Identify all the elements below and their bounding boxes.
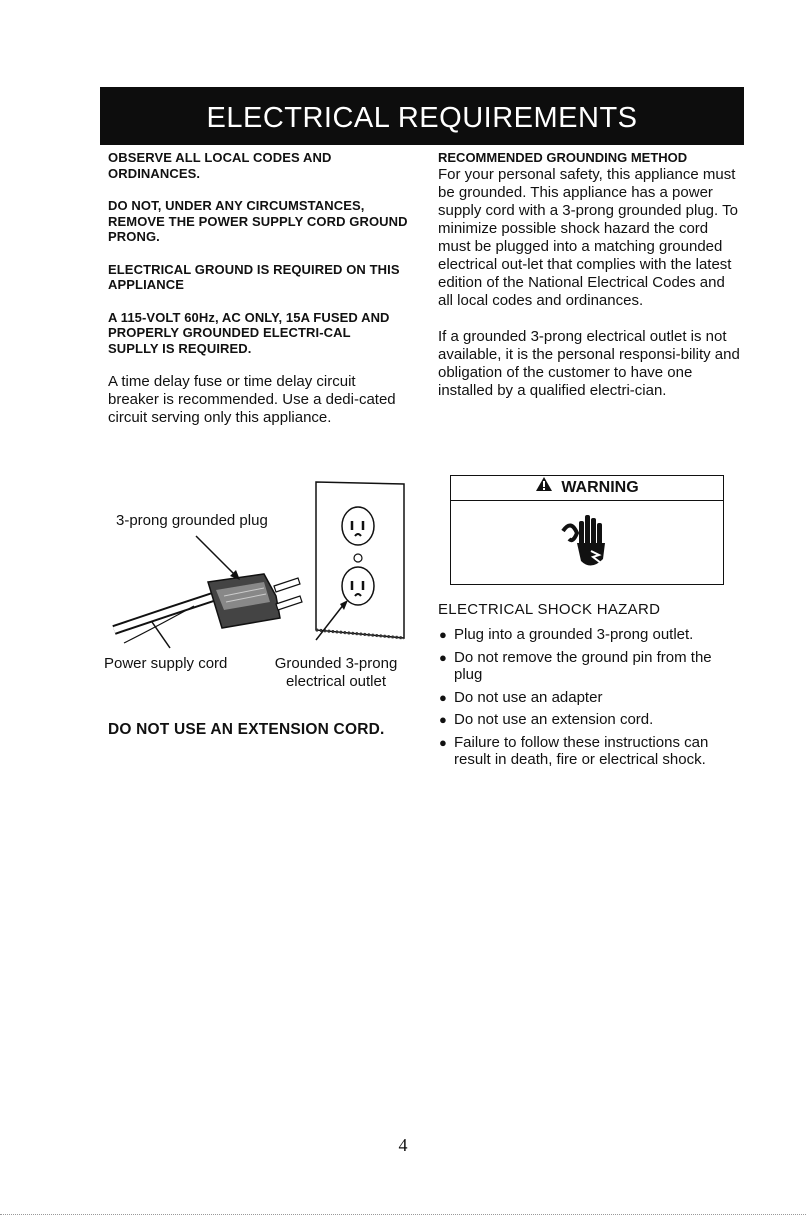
hazard-title: ELECTRICAL SHOCK HAZARD	[438, 601, 661, 618]
warning-codes: OBSERVE ALL LOCAL CODES AND ORDINANCES.	[108, 150, 332, 181]
plug-outlet-illustration	[104, 478, 424, 698]
page-number: 4	[398, 1135, 408, 1155]
bullet-icon: ●	[439, 689, 447, 705]
warning-label: WARNING	[561, 479, 639, 497]
right-column	[438, 150, 742, 418]
hazard-item: ● Do not use an extension cord.	[439, 711, 654, 728]
electric-shock-icon	[561, 509, 611, 575]
bullet-icon: ●	[439, 734, 447, 750]
warning-body	[451, 501, 723, 583]
hazard-item: ● Plug into a grounded 3-prong outlet.	[439, 626, 694, 643]
plug-label: 3-prong grounded plug	[116, 512, 268, 529]
warning-box	[450, 475, 724, 585]
bullet-icon: ●	[439, 712, 447, 727]
hazard-item: ● Do not remove the ground pin from the plug	[439, 648, 712, 683]
bullet-icon: ●	[439, 627, 447, 642]
outlet-label-line2: electrical outlet	[285, 673, 387, 690]
extension-cord-warning: DO NOT USE AN EXTENSION CORD.	[108, 721, 385, 738]
hazard-list	[438, 626, 738, 774]
left-column	[108, 150, 420, 427]
outlet-label	[266, 655, 406, 691]
outlet-label-line1: Grounded 3-prong	[274, 655, 398, 672]
bullet-icon: ●	[439, 649, 447, 665]
warning-ground-required: ELECTRICAL GROUND IS REQUIRED ON THIS APPLIANCE	[108, 261, 400, 292]
warning-triangle-icon	[535, 476, 553, 500]
warning-header	[451, 476, 723, 501]
warning-supply: A 115-VOLT 60Hz, AC ONLY, 15A FUSED AND PROPERLY GROUNDED ELECTRI-CAL SUPLLY IS REQUIRED.	[108, 309, 390, 356]
bottom-rule	[0, 1214, 806, 1215]
warning-ground-prong: DO NOT, UNDER ANY CIRCUMSTANCES, REMOVE THE POWER SUPPLY CORD GROUND PRONG.	[108, 198, 408, 244]
section-title: ELECTRICAL REQUIREMENTS	[100, 87, 744, 145]
hazard-item: ● Do not use an adapter	[439, 688, 603, 706]
hazard-item: ● Failure to follow these instructions can result in death, fire or electrical shock.	[439, 733, 709, 768]
fuse-note: A time delay fuse or time delay circuit breaker is recommended. Use a dedi-cated circuit serving only this appliance.	[108, 373, 396, 426]
cord-label: Power supply cord	[104, 655, 228, 672]
grounding-method-heading: RECOMMENDED GROUNDING METHOD	[438, 150, 688, 165]
grounding-method-paragraph: For your personal safety, this appliance must be grounded. This appliance has a power supply cord with a 3-prong grounded plug. To minimize possible shock hazard the cord must be plugged into a matching grounded electrical out-let that complies with the latest edition of the National Electrical Codes and all local codes and ordinances.	[438, 165, 738, 309]
outlet-availability-paragraph: If a grounded 3-prong electrical outlet is not available, it is the personal responsi-bility and obligation of the customer to have one installed by a qualified electri-cian.	[438, 327, 740, 399]
